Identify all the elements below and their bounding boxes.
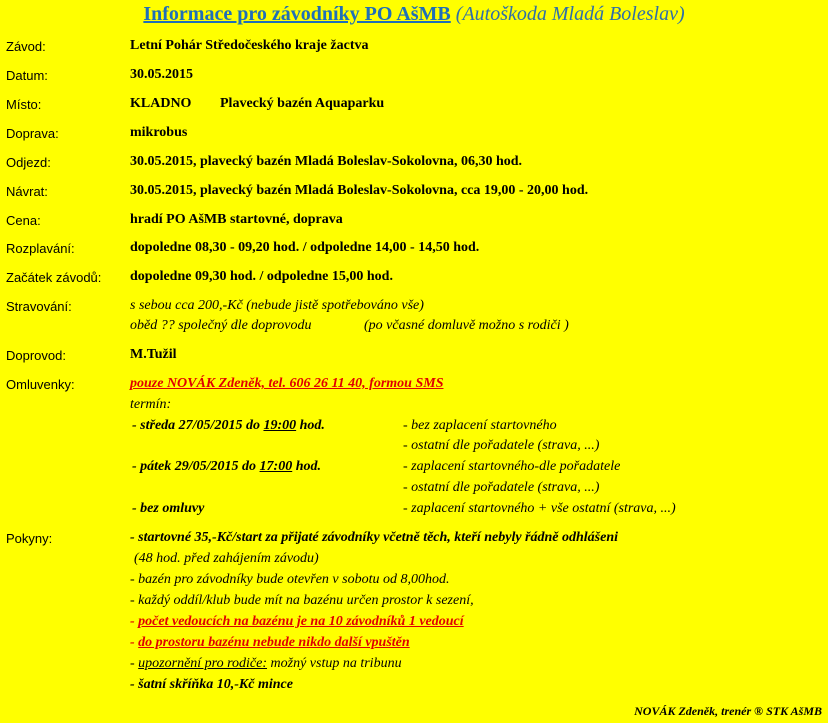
label-zavod: Závod: — [6, 39, 46, 54]
omluvenky-termin: termín: — [130, 397, 172, 412]
label-datum: Datum: — [6, 68, 48, 83]
d2-pre: - pátek 29/05/2015 do — [132, 459, 257, 474]
d2-post: hod. — [295, 459, 322, 474]
pokyny-line5-dash: - — [130, 614, 135, 629]
pokyny-line7 — [130, 656, 402, 672]
value-doprovod: M.Tužil — [130, 347, 177, 362]
label-rozplavani: Rozplavání: — [6, 241, 75, 256]
pokyny-line6-text: do prostoru bazénu nebude nikdo další vpuštěn — [138, 635, 410, 650]
label-misto: Místo: — [6, 97, 42, 112]
stravovani-line1: s sebou cca 200,-Kč (nebude jistě spotřebováno vše) — [130, 298, 424, 313]
pokyny-line5 — [130, 614, 464, 630]
omluvenky-d1 — [132, 418, 325, 434]
pokyny-line4: - každý oddíl/klub bude mít na bazénu určen prostor k sezení, — [130, 593, 474, 608]
d1-note2: - ostatní dle pořadatele (strava, ...) — [403, 438, 600, 453]
d1-time: 19:00 — [263, 418, 297, 433]
pokyny-line7-underlined: upozornění pro rodiče: — [138, 656, 268, 671]
omluvenky-d2 — [132, 459, 321, 475]
label-stravovani: Stravování: — [6, 299, 72, 314]
label-navrat: Návrat: — [6, 184, 48, 199]
omluvenky-d3: - bez omluvy — [132, 501, 205, 516]
label-pokyny: Pokyny: — [6, 531, 53, 546]
label-omluvenky: Omluvenky: — [6, 377, 75, 392]
label-odjezd: Odjezd: — [6, 155, 51, 170]
omluvenky-contact: pouze NOVÁK Zdeněk, tel. 606 26 11 40, formou SMS — [130, 376, 444, 391]
label-cena: Cena: — [6, 213, 41, 228]
pokyny-line6-dash: - — [130, 635, 135, 650]
pokyny-line3: - bazén pro závodníky bude otevřen v sobotu od 8,00hod. — [130, 572, 450, 587]
d3-note1: - zaplacení startovného + vše ostatní (strava, ...) — [403, 501, 676, 516]
value-navrat: 30.05.2015, plavecký bazén Mladá Boleslav-Sokolovna, cca 19,00 - 20,00 hod. — [130, 183, 589, 198]
page-title — [0, 3, 828, 26]
pokyny-line6 — [130, 635, 410, 651]
d2-note2: - ostatní dle pořadatele (strava, ...) — [403, 480, 600, 495]
label-doprava: Doprava: — [6, 126, 59, 141]
pokyny-line7-rest: možný vstup na tribunu — [270, 656, 402, 671]
pokyny-line5-text: počet vedoucích na bazénu je na 10 závodníků 1 vedoucí — [138, 614, 464, 629]
value-cena: hradí PO AšMB startovné, doprava — [130, 212, 343, 227]
stravovani-line2a: oběd ?? společný dle doprovodu — [130, 318, 312, 333]
pokyny-line8: - šatní skříňka 10,-Kč mince — [130, 677, 293, 692]
label-doprovod: Doprovod: — [6, 348, 66, 363]
title-main: Informace pro závodníky PO AšMB — [143, 3, 451, 25]
d2-note1: - zaplacení startovného-dle pořadatele — [403, 459, 621, 474]
pokyny-line1: - startovné 35,-Kč/start za přijaté závodníky včetně těch, kteří nebyly řádně odhlášeni — [130, 530, 619, 545]
value-doprava: mikrobus — [130, 125, 188, 140]
value-zavod: Letní Pohár Středočeského kraje žactva — [130, 38, 369, 53]
value-misto-venue: Plavecký bazén Aquaparku — [220, 96, 385, 111]
value-misto-city: KLADNO — [130, 96, 192, 111]
d2-time: 17:00 — [259, 459, 293, 474]
footer-signature: NOVÁK Zdeněk, trenér ® STK AšMB — [634, 704, 822, 718]
value-datum: 30.05.2015 — [130, 67, 193, 82]
title-subtitle: (Autoškoda Mladá Boleslav) — [455, 3, 685, 25]
d1-post: hod. — [299, 418, 325, 433]
d1-note1: - bez zaplacení startovného — [403, 418, 557, 433]
label-zacatek: Začátek závodů: — [6, 270, 102, 285]
value-odjezd: 30.05.2015, plavecký bazén Mladá Boleslav-Sokolovna, 06,30 hod. — [130, 154, 523, 169]
value-zacatek: dopoledne 09,30 hod. / odpoledne 15,00 hod. — [130, 269, 393, 284]
pokyny-line2: (48 hod. před zahájením závodu) — [134, 551, 319, 566]
d1-pre: - středa 27/05/2015 do — [132, 418, 260, 433]
value-rozplavani: dopoledne 08,30 - 09,20 hod. / odpoledne 14,00 - 14,50 hod. — [130, 240, 480, 255]
pokyny-line7-dash: - — [130, 656, 135, 671]
stravovani-line2b: (po včasné domluvě možno s rodiči ) — [364, 318, 569, 333]
